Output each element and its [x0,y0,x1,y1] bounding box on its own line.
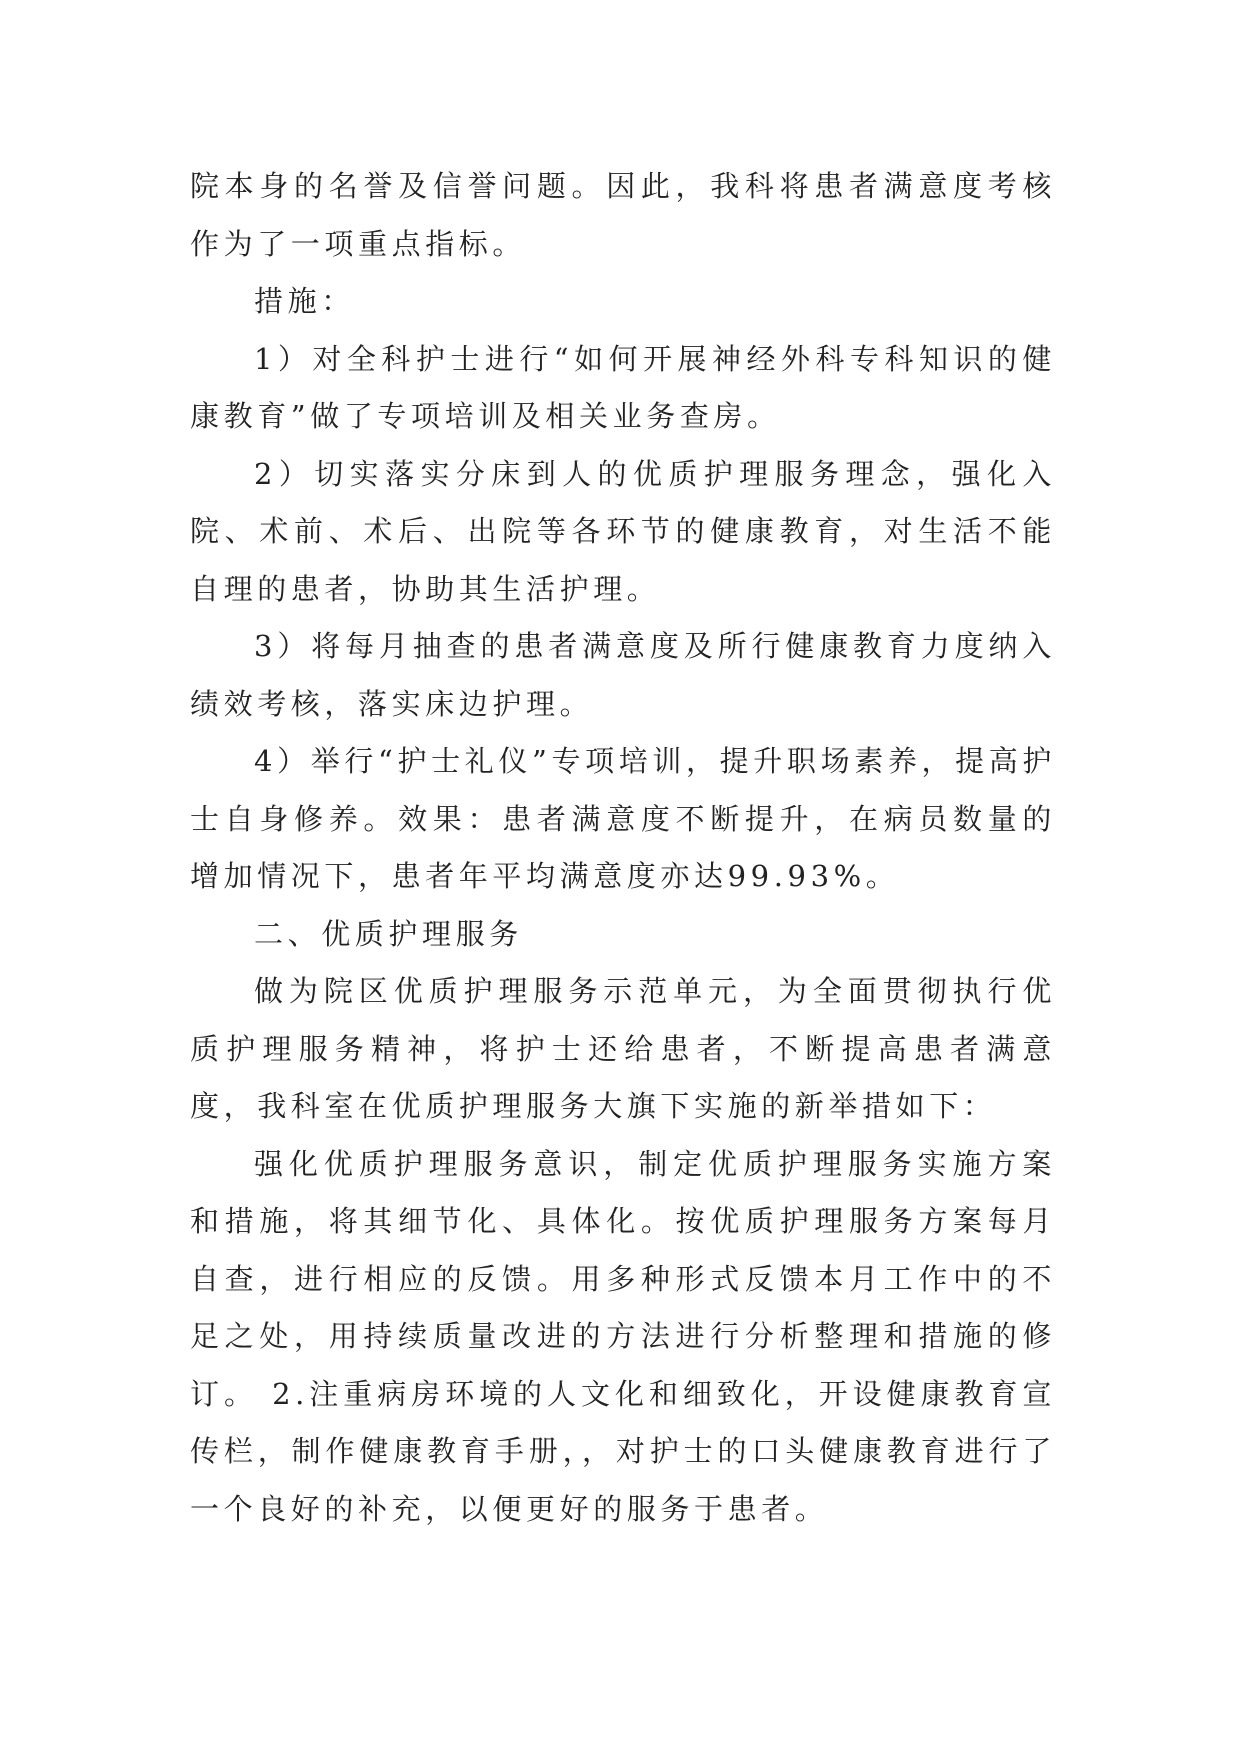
paragraph: 院本身的名誉及信誉问题。因此，我科将患者满意度考核作为了一项重点指标。 [190,169,1056,261]
paragraph-measure-3: 3）将每月抽查的患者满意度及所行健康教育力度纳入绩效考核，落实床边护理。 [190,629,1056,721]
paragraph-measure-2: 2）切实落实分床到人的优质护理服务理念，强化入院、术前、术后、出院等各环节的健康教育，对生活不能自理的患者，协助其生活护理。 [190,456,1056,606]
paragraph: 强化优质护理服务意识，制定优质护理服务实施方案和措施，将其细节化、具体化。按优质护理服务方案每月自查，进行相应的反馈。用多种形式反馈本月工作中的不足之处，用持续质量改进的方法进行分析整理和措施的修订。 2.注重病房环境的人文化和细致化，开设健康教育宣传栏，制作健康教育手册，，对护士的口头健康教育进行了一个良好的补充，以便更好的服务于患者。 [190,1146,1056,1526]
paragraph-measure-1: 1）对全科护士进行“如何开展神经外科专科知识的健康教育”做了专项培训及相关业务查房。 [190,341,1056,433]
paragraph-measure-4: 4）举行“护士礼仪”专项培训，提升职场素养，提高护士自身修养。效果：患者满意度不断提升，在病员数量的增加情况下，患者年平均满意度亦达99.93%。 [190,744,1056,893]
paragraph: 做为院区优质护理服务示范单元，为全面贯彻执行优质护理服务精神，将护士还给患者，不断提高患者满意度，我科室在优质护理服务大旗下实施的新举措如下： [190,974,1056,1123]
document-body [190,158,1056,1538]
section-heading: 二、优质护理服务 [254,916,523,951]
paragraph-measures-heading: 措施： [254,284,355,318]
